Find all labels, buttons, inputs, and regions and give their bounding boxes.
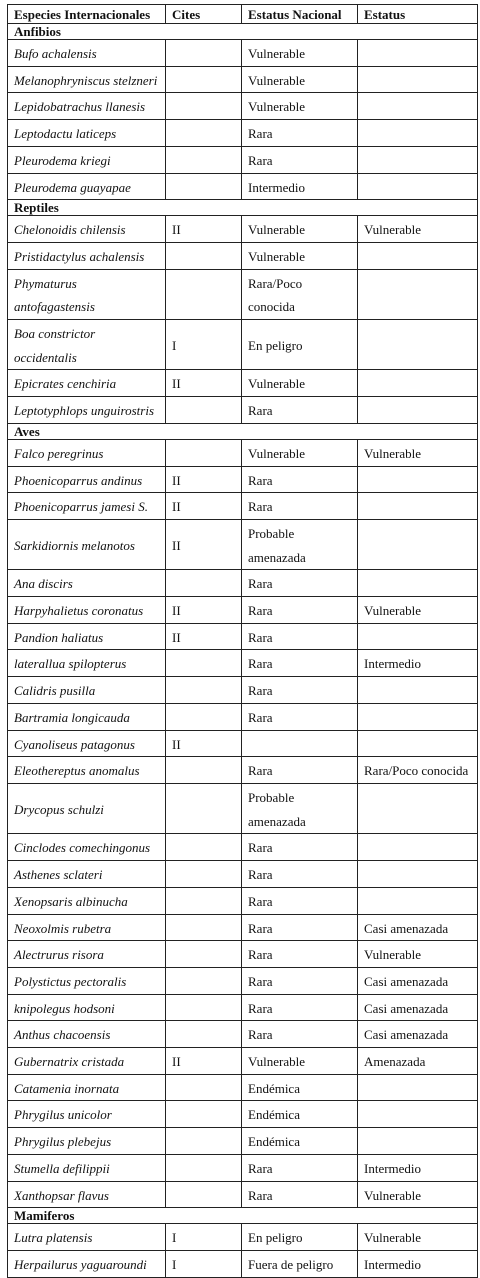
species-cell: Pristidactylus achalensis — [8, 242, 166, 269]
cites-cell: II — [166, 370, 242, 397]
national-status-cell: Endémica — [242, 1101, 358, 1128]
table-row — [8, 439, 478, 466]
national-status-cell: Rara — [242, 146, 358, 173]
section-title: Mamiferos — [8, 1208, 478, 1224]
national-status-cell: Rara — [242, 834, 358, 861]
status-cell: Vulnerable — [358, 1224, 478, 1251]
national-status-cell: Rara — [242, 861, 358, 888]
national-status-cell: Rara — [242, 703, 358, 730]
cites-cell: II — [166, 519, 242, 569]
species-cell: Drycopus schulzi — [8, 783, 166, 833]
table-row — [8, 466, 478, 493]
species-cell: Stumella defilippii — [8, 1154, 166, 1181]
species-cell: Asthenes sclateri — [8, 861, 166, 888]
table-row — [8, 493, 478, 520]
table-body — [8, 24, 478, 1278]
cites-cell — [166, 120, 242, 147]
table-row — [8, 597, 478, 624]
cites-cell — [166, 40, 242, 67]
species-cell: Chelonoidis chilensis — [8, 216, 166, 243]
cites-cell — [166, 439, 242, 466]
cites-cell — [166, 93, 242, 120]
table-row — [8, 703, 478, 730]
status-cell — [358, 677, 478, 704]
national-status-cell: Rara — [242, 120, 358, 147]
table-row — [8, 677, 478, 704]
national-status-cell: Vulnerable — [242, 40, 358, 67]
national-status-cell: Probable amenazada — [242, 519, 358, 569]
national-status-cell: Rara — [242, 650, 358, 677]
section-title: Reptiles — [8, 200, 478, 216]
section-row — [8, 423, 478, 439]
table-row — [8, 320, 478, 370]
species-cell: knipolegus hodsoni — [8, 994, 166, 1021]
section-row — [8, 200, 478, 216]
table-header-row — [8, 5, 478, 24]
species-cell: Cyanoliseus patagonus — [8, 730, 166, 757]
status-cell — [358, 623, 478, 650]
table-row — [8, 941, 478, 968]
status-cell — [358, 242, 478, 269]
national-status-cell: Rara — [242, 967, 358, 994]
cites-cell: I — [166, 1250, 242, 1277]
species-cell: Phrygilus plebejus — [8, 1128, 166, 1155]
species-cell: Pandion haliatus — [8, 623, 166, 650]
national-status-cell: Vulnerable — [242, 216, 358, 243]
species-cell: Polystictus pectoralis — [8, 967, 166, 994]
cites-cell — [166, 757, 242, 784]
section-title: Anfibios — [8, 24, 478, 40]
table-row — [8, 570, 478, 597]
cites-cell — [166, 967, 242, 994]
cites-cell: II — [166, 623, 242, 650]
status-cell — [358, 493, 478, 520]
table-row — [8, 861, 478, 888]
species-cell: Pleurodema kriegi — [8, 146, 166, 173]
national-status-cell: En peligro — [242, 1224, 358, 1251]
table-row — [8, 1128, 478, 1155]
status-cell: Intermedio — [358, 650, 478, 677]
table-row — [8, 216, 478, 243]
status-cell: Vulnerable — [358, 941, 478, 968]
table-row — [8, 1101, 478, 1128]
species-cell: Melanophryniscus stelzneri — [8, 66, 166, 93]
national-status-cell: Vulnerable — [242, 242, 358, 269]
national-status-cell: Intermedio — [242, 173, 358, 200]
national-status-cell: Vulnerable — [242, 93, 358, 120]
cites-cell: II — [166, 730, 242, 757]
status-cell — [358, 40, 478, 67]
national-status-cell: Endémica — [242, 1074, 358, 1101]
species-cell: Boa constrictor occidentalis — [8, 320, 166, 370]
table-row — [8, 1224, 478, 1251]
cites-cell — [166, 269, 242, 319]
species-cell: Lepidobatrachus llanesis — [8, 93, 166, 120]
status-cell — [358, 730, 478, 757]
species-cell: Lutra platensis — [8, 1224, 166, 1251]
status-cell — [358, 120, 478, 147]
table-row — [8, 1048, 478, 1075]
status-cell — [358, 466, 478, 493]
table-row — [8, 1154, 478, 1181]
species-cell: laterallua spilopterus — [8, 650, 166, 677]
table-row — [8, 1021, 478, 1048]
cites-cell: II — [166, 466, 242, 493]
status-cell — [358, 1074, 478, 1101]
status-cell — [358, 93, 478, 120]
species-cell: Alectrurus risora — [8, 941, 166, 968]
species-cell: Harpyhalietus coronatus — [8, 597, 166, 624]
species-cell: Neoxolmis rubetra — [8, 914, 166, 941]
status-cell — [358, 783, 478, 833]
status-cell — [358, 570, 478, 597]
status-cell — [358, 887, 478, 914]
species-status-table-container — [7, 4, 478, 1278]
status-cell: Vulnerable — [358, 1181, 478, 1208]
species-cell: Cinclodes comechingonus — [8, 834, 166, 861]
national-status-cell: Rara — [242, 941, 358, 968]
status-cell: Vulnerable — [358, 597, 478, 624]
status-cell: Casi amenazada — [358, 967, 478, 994]
national-status-cell: Rara — [242, 887, 358, 914]
species-cell: Bartramia longicauda — [8, 703, 166, 730]
status-cell — [358, 519, 478, 569]
status-cell: Intermedio — [358, 1250, 478, 1277]
species-cell: Xanthopsar flavus — [8, 1181, 166, 1208]
table-row — [8, 66, 478, 93]
cites-cell — [166, 1074, 242, 1101]
national-status-cell: Rara — [242, 493, 358, 520]
status-cell: Rara/Poco conocida — [358, 757, 478, 784]
cites-cell — [166, 887, 242, 914]
national-status-cell: Rara — [242, 1021, 358, 1048]
section-row — [8, 1208, 478, 1224]
table-row — [8, 967, 478, 994]
status-cell — [358, 320, 478, 370]
species-cell: Gubernatrix cristada — [8, 1048, 166, 1075]
status-cell — [358, 66, 478, 93]
species-cell: Sarkidiornis melanotos — [8, 519, 166, 569]
species-cell: Leptotyphlops unguirostris — [8, 397, 166, 424]
national-status-cell: Rara — [242, 570, 358, 597]
national-status-cell: Vulnerable — [242, 66, 358, 93]
table-row — [8, 93, 478, 120]
national-status-cell: Rara — [242, 757, 358, 784]
status-cell — [358, 834, 478, 861]
table-row — [8, 397, 478, 424]
national-status-cell — [242, 730, 358, 757]
species-cell: Anthus chacoensis — [8, 1021, 166, 1048]
cites-cell: II — [166, 216, 242, 243]
cites-cell — [166, 941, 242, 968]
species-cell: Ana discirs — [8, 570, 166, 597]
status-cell: Casi amenazada — [358, 1021, 478, 1048]
cites-cell — [166, 703, 242, 730]
cites-cell — [166, 834, 242, 861]
header-cites: Cites — [166, 5, 242, 24]
national-status-cell: Rara — [242, 1154, 358, 1181]
table-row — [8, 120, 478, 147]
table-row — [8, 650, 478, 677]
status-cell — [358, 1128, 478, 1155]
section-title: Aves — [8, 423, 478, 439]
species-cell: Leptodactu laticeps — [8, 120, 166, 147]
national-status-cell: Rara — [242, 397, 358, 424]
cites-cell: II — [166, 1048, 242, 1075]
national-status-cell: Rara — [242, 466, 358, 493]
table-row — [8, 783, 478, 833]
national-status-cell: Rara — [242, 597, 358, 624]
national-status-cell: Rara — [242, 994, 358, 1021]
cites-cell — [166, 783, 242, 833]
cites-cell: I — [166, 1224, 242, 1251]
national-status-cell: Probable amenazada — [242, 783, 358, 833]
section-row — [8, 24, 478, 40]
status-cell: Intermedio — [358, 1154, 478, 1181]
header-species: Especies Internacionales — [8, 5, 166, 24]
cites-cell — [166, 66, 242, 93]
national-status-cell: Rara — [242, 1181, 358, 1208]
table-row — [8, 1250, 478, 1277]
species-cell: Phoenicoparrus andinus — [8, 466, 166, 493]
cites-cell — [166, 146, 242, 173]
national-status-cell: Rara — [242, 914, 358, 941]
species-cell: Falco peregrinus — [8, 439, 166, 466]
cites-cell — [166, 173, 242, 200]
national-status-cell: Vulnerable — [242, 439, 358, 466]
national-status-cell: Rara — [242, 623, 358, 650]
cites-cell — [166, 570, 242, 597]
species-cell: Phymaturus antofagastensis — [8, 269, 166, 319]
status-cell — [358, 173, 478, 200]
table-row — [8, 730, 478, 757]
table-row — [8, 757, 478, 784]
cites-cell — [166, 1101, 242, 1128]
cites-cell — [166, 677, 242, 704]
table-row — [8, 242, 478, 269]
species-cell: Bufo achalensis — [8, 40, 166, 67]
table-row — [8, 1074, 478, 1101]
national-status-cell: Vulnerable — [242, 370, 358, 397]
cites-cell — [166, 914, 242, 941]
table-row — [8, 269, 478, 319]
national-status-cell: Vulnerable — [242, 1048, 358, 1075]
species-cell: Calidris pusilla — [8, 677, 166, 704]
table-row — [8, 914, 478, 941]
cites-cell — [166, 242, 242, 269]
status-cell — [358, 146, 478, 173]
table-row — [8, 519, 478, 569]
status-cell — [358, 397, 478, 424]
status-cell: Vulnerable — [358, 216, 478, 243]
national-status-cell: Rara — [242, 677, 358, 704]
species-cell: Xenopsaris albinucha — [8, 887, 166, 914]
cites-cell — [166, 994, 242, 1021]
status-cell — [358, 370, 478, 397]
table-row — [8, 370, 478, 397]
status-cell — [358, 1101, 478, 1128]
cites-cell: II — [166, 493, 242, 520]
header-status: Estatus — [358, 5, 478, 24]
header-national-status: Estatus Nacional — [242, 5, 358, 24]
status-cell: Amenazada — [358, 1048, 478, 1075]
table-row — [8, 994, 478, 1021]
cites-cell — [166, 1154, 242, 1181]
national-status-cell: En peligro — [242, 320, 358, 370]
species-cell: Pleurodema guayapae — [8, 173, 166, 200]
status-cell: Vulnerable — [358, 439, 478, 466]
cites-cell: II — [166, 597, 242, 624]
status-cell: Casi amenazada — [358, 994, 478, 1021]
national-status-cell: Endémica — [242, 1128, 358, 1155]
species-status-table — [7, 4, 478, 1278]
species-cell: Catamenia inornata — [8, 1074, 166, 1101]
species-cell: Eleothereptus anomalus — [8, 757, 166, 784]
status-cell — [358, 269, 478, 319]
species-cell: Phoenicoparrus jamesi S. — [8, 493, 166, 520]
cites-cell — [166, 1128, 242, 1155]
status-cell — [358, 861, 478, 888]
table-row — [8, 834, 478, 861]
cites-cell — [166, 650, 242, 677]
cites-cell — [166, 397, 242, 424]
species-cell: Phrygilus unicolor — [8, 1101, 166, 1128]
species-cell: Epicrates cenchiria — [8, 370, 166, 397]
cites-cell: I — [166, 320, 242, 370]
table-row — [8, 1181, 478, 1208]
cites-cell — [166, 1181, 242, 1208]
national-status-cell: Rara/Poco conocida — [242, 269, 358, 319]
species-cell: Herpailurus yaguaroundi — [8, 1250, 166, 1277]
cites-cell — [166, 1021, 242, 1048]
table-row — [8, 173, 478, 200]
status-cell — [358, 703, 478, 730]
table-row — [8, 40, 478, 67]
national-status-cell: Fuera de peligro — [242, 1250, 358, 1277]
status-cell: Casi amenazada — [358, 914, 478, 941]
table-row — [8, 887, 478, 914]
table-row — [8, 146, 478, 173]
cites-cell — [166, 861, 242, 888]
table-row — [8, 623, 478, 650]
